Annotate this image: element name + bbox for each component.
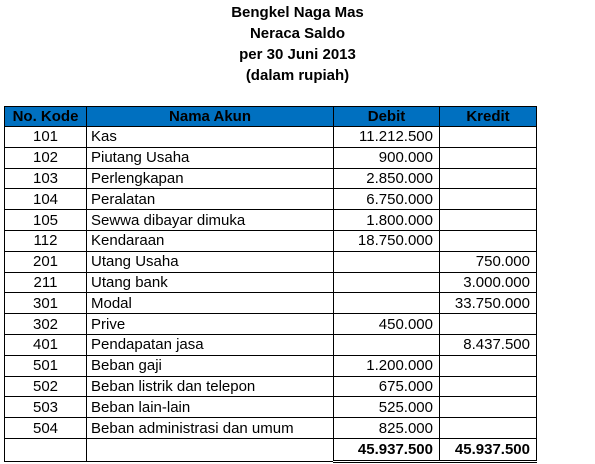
table-row xyxy=(5,293,537,314)
debit-cell xyxy=(334,272,440,293)
account-name-cell: Beban administrasi dan umum xyxy=(87,418,334,439)
credit-cell xyxy=(440,147,537,168)
trial-balance-table xyxy=(4,106,537,463)
account-name-cell: Kendaraan xyxy=(87,230,334,251)
account-name-cell: Pendapatan jasa xyxy=(87,334,334,355)
table-row xyxy=(5,210,537,231)
table-row xyxy=(5,127,537,148)
credit-cell xyxy=(440,168,537,189)
table-row xyxy=(5,168,537,189)
account-name-cell: Modal xyxy=(87,293,334,314)
account-code-cell: 211 xyxy=(5,272,87,293)
account-code-cell: 102 xyxy=(5,147,87,168)
debit-cell: 1.200.000 xyxy=(334,355,440,376)
debit-cell xyxy=(334,251,440,272)
account-name-cell: Peralatan xyxy=(87,189,334,210)
table-row xyxy=(5,251,537,272)
account-code-cell: 301 xyxy=(5,293,87,314)
account-name-cell: Beban gaji xyxy=(87,355,334,376)
report-title-block xyxy=(0,2,595,86)
credit-cell xyxy=(440,355,537,376)
account-code-cell: 501 xyxy=(5,355,87,376)
account-name-cell: Prive xyxy=(87,314,334,335)
debit-cell: 525.000 xyxy=(334,397,440,418)
debit-cell: 18.750.000 xyxy=(334,230,440,251)
total-debit-cell: 45.937.500 xyxy=(334,438,440,461)
credit-cell: 750.000 xyxy=(440,251,537,272)
credit-cell xyxy=(440,127,537,148)
account-code-cell: 503 xyxy=(5,397,87,418)
table-row xyxy=(5,397,537,418)
debit-cell: 11.212.500 xyxy=(334,127,440,148)
credit-cell xyxy=(440,314,537,335)
company-name: Bengkel Naga Mas xyxy=(231,4,364,21)
table-header-row xyxy=(5,107,537,127)
debit-cell: 450.000 xyxy=(334,314,440,335)
table-row xyxy=(5,355,537,376)
report-unit: (dalam rupiah) xyxy=(245,67,350,84)
table-body xyxy=(5,127,537,462)
account-name-cell: Kas xyxy=(87,127,334,148)
credit-cell xyxy=(440,210,537,231)
report-name: Neraca Saldo xyxy=(249,25,346,42)
debit-cell: 675.000 xyxy=(334,376,440,397)
account-name-cell: Beban listrik dan telepon xyxy=(87,376,334,397)
table-row xyxy=(5,314,537,335)
account-code-cell: 103 xyxy=(5,168,87,189)
credit-cell xyxy=(440,397,537,418)
account-code-cell: 105 xyxy=(5,210,87,231)
account-name-cell: Utang bank xyxy=(87,272,334,293)
account-code-cell: 401 xyxy=(5,334,87,355)
column-header-account: Nama Akun xyxy=(87,107,334,127)
table-row xyxy=(5,147,537,168)
debit-cell: 1.800.000 xyxy=(334,210,440,231)
credit-cell xyxy=(440,230,537,251)
credit-cell xyxy=(440,189,537,210)
totals-blank-cell xyxy=(87,438,334,461)
debit-cell xyxy=(334,293,440,314)
table-row xyxy=(5,230,537,251)
account-code-cell: 302 xyxy=(5,314,87,335)
debit-cell: 2.850.000 xyxy=(334,168,440,189)
column-header-credit: Kredit xyxy=(440,107,537,127)
debit-cell xyxy=(334,334,440,355)
account-name-cell: Utang Usaha xyxy=(87,251,334,272)
account-name-cell: Beban lain-lain xyxy=(87,397,334,418)
account-code-cell: 502 xyxy=(5,376,87,397)
debit-cell: 900.000 xyxy=(334,147,440,168)
credit-cell: 8.437.500 xyxy=(440,334,537,355)
credit-cell xyxy=(440,376,537,397)
table-row xyxy=(5,272,537,293)
credit-cell: 3.000.000 xyxy=(440,272,537,293)
column-header-debit: Debit xyxy=(334,107,440,127)
table-row xyxy=(5,376,537,397)
credit-cell: 33.750.000 xyxy=(440,293,537,314)
credit-cell xyxy=(440,418,537,439)
debit-cell: 6.750.000 xyxy=(334,189,440,210)
account-name-cell: Perlengkapan xyxy=(87,168,334,189)
table-row xyxy=(5,334,537,355)
column-header-code: No. Kode xyxy=(5,107,87,127)
totals-row xyxy=(5,438,537,461)
account-code-cell: 504 xyxy=(5,418,87,439)
account-code-cell: 201 xyxy=(5,251,87,272)
table-row xyxy=(5,189,537,210)
account-name-cell: Sewwa dibayar dimuka xyxy=(87,210,334,231)
debit-cell: 825.000 xyxy=(334,418,440,439)
account-code-cell: 101 xyxy=(5,127,87,148)
account-code-cell: 112 xyxy=(5,230,87,251)
account-code-cell: 104 xyxy=(5,189,87,210)
table-row xyxy=(5,418,537,439)
account-name-cell: Piutang Usaha xyxy=(87,147,334,168)
total-credit-cell: 45.937.500 xyxy=(440,438,537,461)
report-period: per 30 Juni 2013 xyxy=(239,46,356,63)
totals-blank-cell xyxy=(5,438,87,461)
